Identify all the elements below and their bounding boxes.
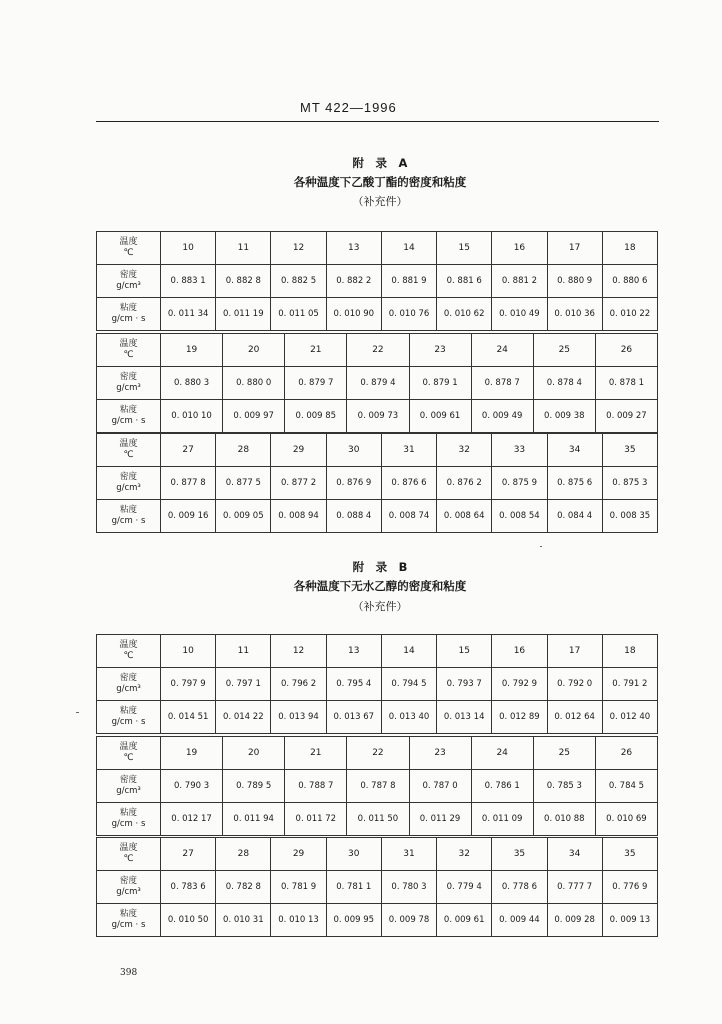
density-row: [97, 265, 658, 298]
temp-label: [97, 232, 161, 265]
temp-label-line: ℃: [123, 248, 134, 258]
viscositie-cell: 0. 010 31: [216, 904, 271, 937]
density-label-line: g/cm³: [116, 887, 141, 897]
density-cell: 0. 797 1: [216, 668, 271, 701]
density-row: [97, 668, 658, 701]
density-row: [97, 367, 658, 400]
viscositie-cell: 0. 010 88: [533, 803, 595, 836]
density-cell: 0. 784 5: [595, 770, 657, 803]
appendix-a-table-2: [96, 333, 658, 433]
viscosity-row: [97, 701, 658, 734]
viscositie-cell: 0. 011 50: [347, 803, 409, 836]
temp-cell: 35: [602, 434, 657, 467]
temperature-row: [97, 635, 658, 668]
density-cell: 0. 792 0: [547, 668, 602, 701]
density-cell: 0. 876 2: [437, 467, 492, 500]
temp-cell: 23: [409, 737, 471, 770]
viscosity-label: [97, 500, 161, 533]
density-cell: 0. 792 9: [492, 668, 547, 701]
temp-cell: 10: [161, 635, 216, 668]
density-cell: 0. 876 6: [381, 467, 436, 500]
temp-cell: 34: [547, 838, 602, 871]
density-cell: 0. 796 2: [271, 668, 326, 701]
appendix-a-subtitle: 各种温度下乙酸丁酯的密度和粘度: [293, 175, 467, 189]
appendix-b-note: （补充件）: [352, 600, 408, 613]
viscositie-cell: 0. 012 89: [492, 701, 547, 734]
temp-label: [97, 434, 161, 467]
density-cell: 0. 882 5: [271, 265, 326, 298]
viscosity-row: [97, 803, 658, 836]
density-cell: 0. 789 5: [223, 770, 285, 803]
viscositie-cell: 0. 009 38: [533, 400, 595, 433]
viscosity-label-line: 粘度: [119, 909, 137, 919]
appendix-b-table-2: [96, 736, 658, 836]
viscositie-cell: 0. 010 49: [492, 298, 547, 331]
density-cell: 0. 881 9: [381, 265, 436, 298]
viscosity-label-line: 粘度: [119, 505, 137, 515]
viscosity-label: [97, 701, 161, 734]
density-cell: 0. 877 8: [161, 467, 216, 500]
temp-label-line: 温度: [119, 237, 138, 247]
appendix-b-table-1: [96, 634, 658, 734]
density-cell: 0. 783 6: [161, 871, 216, 904]
temp-cell: 30: [326, 838, 381, 871]
viscosity-label: [97, 298, 161, 331]
viscosity-row: [97, 904, 658, 937]
temp-label: [97, 334, 161, 367]
viscositie-cell: 0. 084 4: [547, 500, 602, 533]
temp-cell: 21: [285, 334, 347, 367]
viscositie-cell: 0. 009 73: [347, 400, 409, 433]
temp-cell: 22: [347, 334, 409, 367]
temp-cell: 12: [271, 635, 326, 668]
density-cell: 0. 880 9: [547, 265, 602, 298]
density-cell: 0. 879 4: [347, 367, 409, 400]
temp-cell: 13: [326, 635, 381, 668]
temp-cell: 28: [216, 838, 271, 871]
density-cell: 0. 875 3: [602, 467, 657, 500]
temp-cell: 11: [216, 635, 271, 668]
density-cell: 0. 778 6: [492, 871, 547, 904]
viscosity-label: [97, 803, 161, 836]
viscosity-label-line: g/cm · s: [111, 819, 146, 829]
temp-label-line: ℃: [123, 854, 134, 864]
density-cell: 0. 878 1: [595, 367, 657, 400]
viscosity-label-line: 粘度: [119, 706, 137, 716]
density-cell: 0. 880 3: [161, 367, 223, 400]
temp-cell: 25: [533, 334, 595, 367]
temp-cell: 22: [347, 737, 409, 770]
temp-cell: 29: [271, 434, 326, 467]
viscositie-cell: 0. 009 05: [216, 500, 271, 533]
density-cell: 0. 782 8: [216, 871, 271, 904]
viscosity-row: [97, 400, 658, 433]
density-label-line: 密度: [119, 673, 137, 683]
header-rule: [96, 121, 659, 122]
temp-cell: 24: [471, 334, 533, 367]
viscosity-label-line: 粘度: [119, 808, 137, 818]
temp-label-line: 温度: [119, 843, 138, 853]
density-label: [97, 265, 161, 298]
density-cell: 0. 786 1: [471, 770, 533, 803]
density-cell: 0. 777 7: [547, 871, 602, 904]
temp-cell: 16: [492, 232, 547, 265]
temp-cell: 29: [271, 838, 326, 871]
viscositie-cell: 0. 009 27: [595, 400, 657, 433]
temp-cell: 27: [161, 434, 216, 467]
density-cell: 0. 883 1: [161, 265, 216, 298]
viscosity-label-line: g/cm · s: [111, 314, 146, 324]
density-cell: 0. 875 9: [492, 467, 547, 500]
temp-cell: 11: [216, 232, 271, 265]
viscositie-cell: 0. 009 95: [326, 904, 381, 937]
viscositie-cell: 0. 009 13: [602, 904, 657, 937]
viscositie-cell: 0. 010 62: [437, 298, 492, 331]
density-cell: 0. 781 1: [326, 871, 381, 904]
temp-cell: 10: [161, 232, 216, 265]
viscosity-label-line: g/cm · s: [111, 920, 146, 930]
temp-cell: 20: [223, 737, 285, 770]
temperature-row: [97, 434, 658, 467]
density-label-line: 密度: [119, 372, 137, 382]
temp-cell: 35: [492, 838, 547, 871]
viscositie-cell: 0. 013 94: [271, 701, 326, 734]
density-cell: 0. 878 7: [471, 367, 533, 400]
temp-cell: 31: [381, 838, 436, 871]
viscosity-label-line: g/cm · s: [111, 717, 146, 727]
temp-cell: 26: [595, 737, 657, 770]
density-label-line: g/cm³: [116, 281, 141, 291]
appendix-a-note: （补充件）: [352, 195, 408, 208]
viscositie-cell: 0. 009 61: [437, 904, 492, 937]
standard-code: MT 422—1996: [300, 100, 397, 115]
density-cell: 0. 882 2: [326, 265, 381, 298]
temp-cell: 32: [437, 838, 492, 871]
density-label-line: 密度: [119, 270, 137, 280]
density-cell: 0. 877 5: [216, 467, 271, 500]
viscosity-row: [97, 500, 658, 533]
viscositie-cell: 0. 010 36: [547, 298, 602, 331]
density-label-line: 密度: [119, 472, 137, 482]
temp-cell: 31: [381, 434, 436, 467]
appendix-a-title: 附 录 A: [352, 156, 408, 170]
density-label-line: 密度: [119, 876, 137, 886]
viscositie-cell: 0. 012 17: [161, 803, 223, 836]
temp-label-line: 温度: [119, 439, 138, 449]
viscositie-cell: 0. 008 54: [492, 500, 547, 533]
viscositie-cell: 0. 011 05: [271, 298, 326, 331]
density-cell: 0. 880 6: [602, 265, 657, 298]
viscositie-cell: 0. 008 94: [271, 500, 326, 533]
density-cell: 0. 881 2: [492, 265, 547, 298]
viscosity-label-line: 粘度: [119, 303, 137, 313]
viscositie-cell: 0. 011 09: [471, 803, 533, 836]
viscosity-row: [97, 298, 658, 331]
temp-label-line: ℃: [123, 350, 134, 360]
density-label: [97, 770, 161, 803]
temp-cell: 33: [492, 434, 547, 467]
density-label-line: g/cm³: [116, 684, 141, 694]
viscosity-label: [97, 400, 161, 433]
viscositie-cell: 0. 009 28: [547, 904, 602, 937]
viscositie-cell: 0. 009 85: [285, 400, 347, 433]
temp-cell: 14: [381, 232, 436, 265]
viscositie-cell: 0. 011 94: [223, 803, 285, 836]
temp-cell: 17: [547, 635, 602, 668]
temp-label: [97, 635, 161, 668]
temp-label-line: ℃: [123, 651, 134, 661]
temp-cell: 34: [547, 434, 602, 467]
density-cell: 0. 880 0: [223, 367, 285, 400]
scan-speck: [540, 546, 542, 547]
appendix-b-subtitle: 各种温度下无水乙醇的密度和粘度: [293, 579, 467, 593]
scan-speck: [76, 712, 79, 713]
density-row: [97, 467, 658, 500]
density-cell: 0. 797 9: [161, 668, 216, 701]
density-row: [97, 871, 658, 904]
viscositie-cell: 0. 011 34: [161, 298, 216, 331]
density-cell: 0. 788 7: [285, 770, 347, 803]
density-cell: 0. 779 4: [437, 871, 492, 904]
temp-cell: 18: [602, 635, 657, 668]
temp-cell: 17: [547, 232, 602, 265]
temp-cell: 23: [409, 334, 471, 367]
viscositie-cell: 0. 009 16: [161, 500, 216, 533]
viscositie-cell: 0. 009 61: [409, 400, 471, 433]
density-cell: 0. 875 6: [547, 467, 602, 500]
viscositie-cell: 0. 011 19: [216, 298, 271, 331]
viscosity-label-line: g/cm · s: [111, 416, 146, 426]
density-cell: 0. 787 8: [347, 770, 409, 803]
density-cell: 0. 795 4: [326, 668, 381, 701]
viscositie-cell: 0. 009 44: [492, 904, 547, 937]
temp-cell: 27: [161, 838, 216, 871]
density-cell: 0. 878 4: [533, 367, 595, 400]
density-cell: 0. 877 2: [271, 467, 326, 500]
viscositie-cell: 0. 010 69: [595, 803, 657, 836]
viscositie-cell: 0. 009 97: [223, 400, 285, 433]
viscositie-cell: 0. 010 76: [381, 298, 436, 331]
temp-cell: 19: [161, 334, 223, 367]
temp-label-line: 温度: [119, 339, 138, 349]
appendix-a-table-1: [96, 231, 658, 331]
temp-cell: 32: [437, 434, 492, 467]
density-cell: 0. 879 1: [409, 367, 471, 400]
appendix-b-title: 附 录 B: [352, 560, 408, 574]
temp-cell: 15: [437, 232, 492, 265]
viscosity-label-line: 粘度: [119, 405, 137, 415]
viscositie-cell: 0. 012 40: [602, 701, 657, 734]
temperature-row: [97, 232, 658, 265]
density-label: [97, 668, 161, 701]
viscositie-cell: 0. 010 50: [161, 904, 216, 937]
density-cell: 0. 793 7: [437, 668, 492, 701]
viscositie-cell: 0. 008 64: [437, 500, 492, 533]
temp-cell: 16: [492, 635, 547, 668]
viscosity-label-line: g/cm · s: [111, 516, 146, 526]
density-label-line: g/cm³: [116, 383, 141, 393]
temp-cell: 26: [595, 334, 657, 367]
temp-label-line: 温度: [119, 640, 138, 650]
viscositie-cell: 0. 009 49: [471, 400, 533, 433]
temperature-row: [97, 334, 658, 367]
viscositie-cell: 0. 014 22: [216, 701, 271, 734]
viscositie-cell: 0. 011 72: [285, 803, 347, 836]
viscositie-cell: 0. 014 51: [161, 701, 216, 734]
temperature-row: [97, 838, 658, 871]
temp-cell: 12: [271, 232, 326, 265]
viscositie-cell: 0. 013 40: [381, 701, 436, 734]
temp-cell: 20: [223, 334, 285, 367]
density-cell: 0. 781 9: [271, 871, 326, 904]
temp-cell: 19: [161, 737, 223, 770]
density-label-line: g/cm³: [116, 786, 141, 796]
appendix-b-table-3: [96, 837, 658, 937]
density-cell: 0. 791 2: [602, 668, 657, 701]
temp-cell: 25: [533, 737, 595, 770]
viscositie-cell: 0. 013 67: [326, 701, 381, 734]
viscositie-cell: 0. 088 4: [326, 500, 381, 533]
appendix-a-table-3: [96, 433, 658, 533]
viscositie-cell: 0. 010 22: [602, 298, 657, 331]
temp-cell: 15: [437, 635, 492, 668]
density-label: [97, 467, 161, 500]
density-cell: 0. 776 9: [602, 871, 657, 904]
temp-cell: 21: [285, 737, 347, 770]
density-row: [97, 770, 658, 803]
viscositie-cell: 0. 009 78: [381, 904, 436, 937]
viscositie-cell: 0. 013 14: [437, 701, 492, 734]
temp-cell: 24: [471, 737, 533, 770]
temp-cell: 28: [216, 434, 271, 467]
temp-label-line: ℃: [123, 753, 134, 763]
density-cell: 0. 882 8: [216, 265, 271, 298]
temp-label: [97, 838, 161, 871]
viscositie-cell: 0. 010 13: [271, 904, 326, 937]
temp-cell: 30: [326, 434, 381, 467]
density-label-line: 密度: [119, 775, 137, 785]
viscositie-cell: 0. 010 90: [326, 298, 381, 331]
temp-cell: 14: [381, 635, 436, 668]
page-number: 398: [120, 968, 138, 978]
temp-label-line: ℃: [123, 450, 134, 460]
temp-cell: 18: [602, 232, 657, 265]
density-label-line: g/cm³: [116, 483, 141, 493]
density-cell: 0. 785 3: [533, 770, 595, 803]
viscositie-cell: 0. 008 35: [602, 500, 657, 533]
temp-label: [97, 737, 161, 770]
temperature-row: [97, 737, 658, 770]
density-cell: 0. 794 5: [381, 668, 436, 701]
viscositie-cell: 0. 010 10: [161, 400, 223, 433]
viscositie-cell: 0. 011 29: [409, 803, 471, 836]
density-cell: 0. 879 7: [285, 367, 347, 400]
viscositie-cell: 0. 012 64: [547, 701, 602, 734]
density-label: [97, 871, 161, 904]
density-cell: 0. 790 3: [161, 770, 223, 803]
temp-label-line: 温度: [119, 742, 138, 752]
density-cell: 0. 780 3: [381, 871, 436, 904]
viscositie-cell: 0. 008 74: [381, 500, 436, 533]
density-label: [97, 367, 161, 400]
density-cell: 0. 787 0: [409, 770, 471, 803]
density-cell: 0. 881 6: [437, 265, 492, 298]
viscosity-label: [97, 904, 161, 937]
temp-cell: 13: [326, 232, 381, 265]
temp-cell: 35: [602, 838, 657, 871]
density-cell: 0. 876 9: [326, 467, 381, 500]
